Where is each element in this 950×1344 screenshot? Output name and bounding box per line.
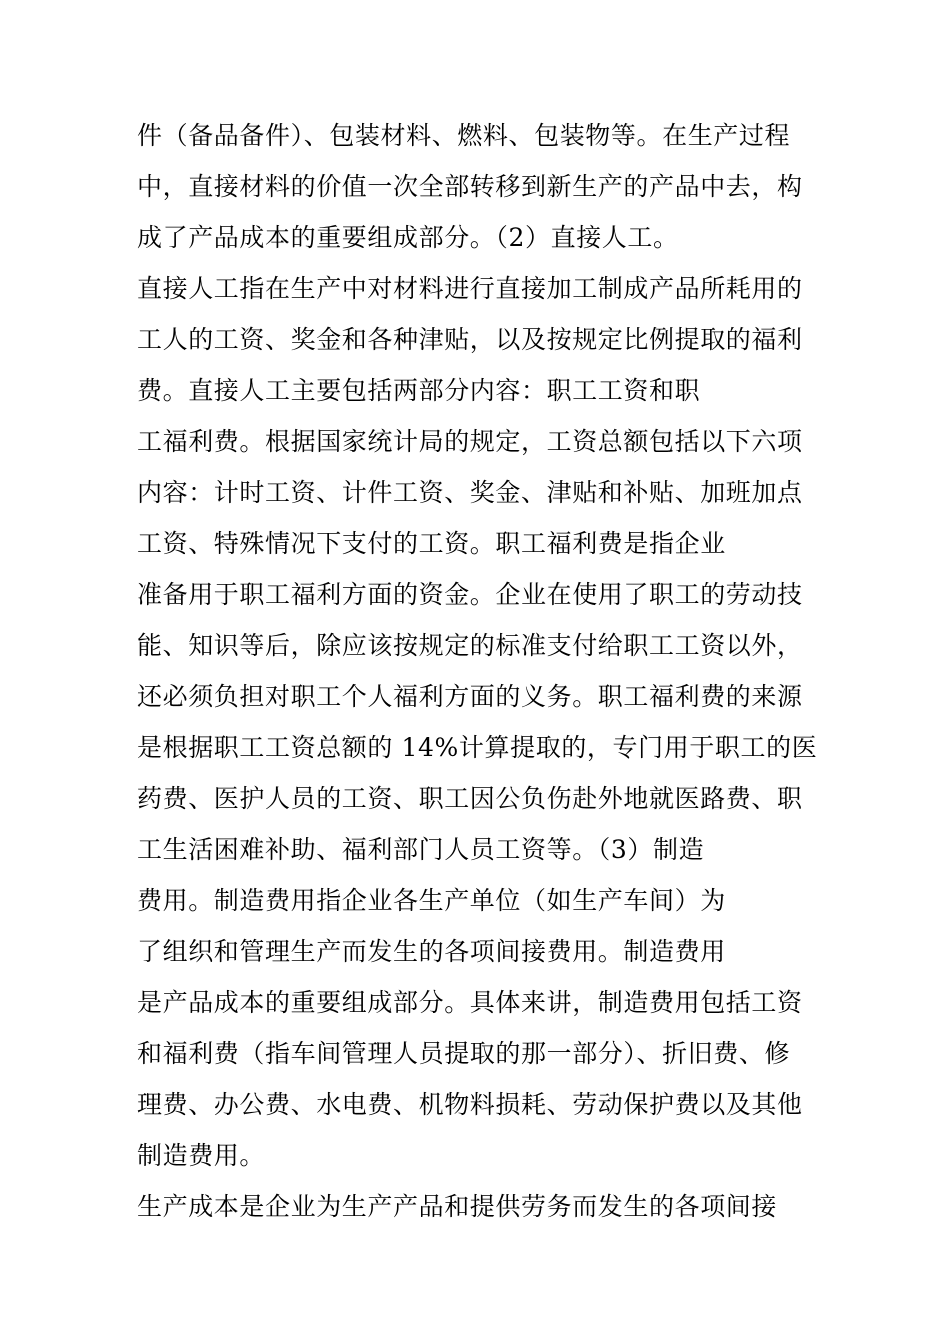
text-line: 费用。制造费用指企业各生产单位（如生产车间）为 [137, 886, 726, 915]
text-line: 费。直接人工主要包括两部分内容：职工工资和职 [137, 376, 701, 405]
text-line: 药费、医护人员的工资、职工因公负伤赴外地就医路费、职 [137, 784, 803, 813]
text-line: 和福利费（指车间管理人员提取的那一部分）、折旧费、修 [137, 1039, 791, 1068]
text-line: 制造费用。 [137, 1141, 266, 1170]
text-line: 了组织和管理生产而发生的各项间接费用。制造费用 [137, 937, 726, 966]
text-line: 生产成本是企业为生产产品和提供劳务而发生的各项间接 [137, 1192, 778, 1221]
text-line: 工人的工资、奖金和各种津贴，以及按规定比例提取的福利 [137, 325, 803, 354]
text-line: 理费、办公费、水电费、机物料损耗、劳动保护费以及其他 [137, 1090, 803, 1119]
text-line: 工生活困难补助、福利部门人员工资等。（3）制造 [137, 835, 705, 864]
text-line: 直接人工指在生产中对材料进行直接加工制成产品所耗用的 [137, 274, 803, 303]
text-line: 工资、特殊情况下支付的工资。职工福利费是指企业 [137, 529, 726, 558]
text-line: 是产品成本的重要组成部分。具体来讲，制造费用包括工资 [137, 988, 803, 1017]
text-line: 工福利费。根据国家统计局的规定，工资总额包括以下六项 [137, 427, 803, 456]
text-line: 成了产品成本的重要组成部分。（2）直接人工。 [137, 223, 679, 252]
document-body-text [137, 110, 837, 1232]
text-line: 件（备品备件）、包装材料、燃料、包装物等。在生产过程 [137, 121, 791, 150]
text-line: 中，直接材料的价值一次全部转移到新生产的产品中去，构 [137, 172, 803, 201]
text-line: 能、知识等后，除应该按规定的标准支付给职工工资以外， [137, 631, 803, 660]
text-line: 还必须负担对职工个人福利方面的义务。职工福利费的来源 [137, 682, 803, 711]
text-line: 是根据职工工资总额的 14%计算提取的，专门用于职工的医 [137, 733, 818, 762]
text-line: 准备用于职工福利方面的资金。企业在使用了职工的劳动技 [137, 580, 803, 609]
text-line: 内容：计时工资、计件工资、奖金、津贴和补贴、加班加点 [137, 478, 803, 507]
